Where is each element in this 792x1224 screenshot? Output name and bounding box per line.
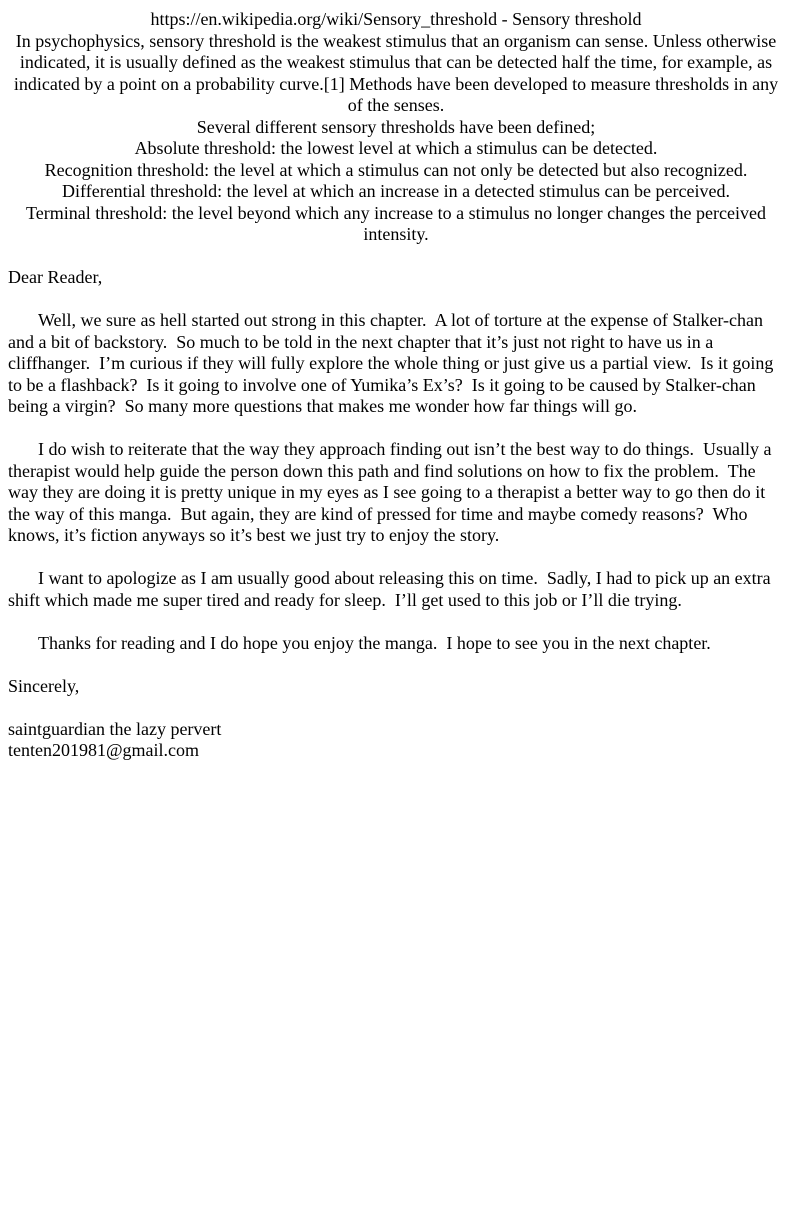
translator-letter bbox=[8, 267, 784, 762]
definition-absolute-threshold: Absolute threshold: the lowest level at which a stimulus can be detected. bbox=[134, 138, 658, 158]
definition-terminal-threshold: Terminal threshold: the level beyond which any increase to a stimulus no longer changes the perceived intensity. bbox=[25, 202, 771, 244]
definition-differential-threshold: Differential threshold: the level at which an increase in a detected stimulus can be perceived. bbox=[62, 181, 730, 201]
definition-recognition-threshold: Recognition threshold: the level at which a stimulus can not only be detected but also recognized. bbox=[44, 159, 748, 180]
letter-paragraph-1: Well, we sure as hell started out strong in this chapter. A lot of torture at the expense of Stalker-chan and a bit of backstory. So much to be told in the next chapter that it’s just not right to have us in a cliffhanger. I’m curious if they will fully explore the whole thing or just give us a partial view. Is it going to be a flashback? Is it going to involve one of Yumika’s Ex’s? Is it going to be caused by Stalker-chan being a virgin? So many more questions that makes me wonder how far things will go. bbox=[8, 310, 778, 416]
letter-paragraph-4: Thanks for reading and I do hope you enjoy the manga. I hope to see you in the next chapter. bbox=[38, 632, 711, 653]
thresholds-intro-line: Several different sensory thresholds have been defined; bbox=[196, 116, 596, 137]
wiki-excerpt-block bbox=[8, 9, 784, 246]
letter-paragraph-2: I do wish to reiterate that the way they approach finding out isn’t the best way to do things. Usually a therapist would help guide the person down this path and find solutions on how to fix the problem. The way they are doing it is pretty unique in my eyes as I see going to a therapist a better way to go then do it the way of this manga. But again, they are kind of pressed for time and maybe comedy reasons? Who knows, it’s fiction anyways so it’s best we just try to enjoy the story. bbox=[8, 439, 777, 545]
source-url-line: https://en.wikipedia.org/wiki/Sensory_threshold - Sensory threshold bbox=[150, 9, 642, 29]
signature-name: saintguardian the lazy pervert bbox=[8, 718, 222, 739]
letter-paragraph-3: I want to apologize as I am usually good about releasing this on time. Sadly, I had to pick up an extra shift which made me super tired and ready for sleep. I’ll get used to this job or I’ll die trying. bbox=[8, 568, 776, 610]
salutation: Dear Reader, bbox=[8, 267, 103, 287]
signature-email: tenten201981@gmail.com bbox=[8, 740, 200, 760]
signature-block bbox=[8, 719, 784, 762]
closing: Sincerely, bbox=[8, 675, 80, 696]
wiki-paragraph: In psychophysics, sensory threshold is the weakest stimulus that an organism can sense. Unless otherwise indicated, it is usually defined as the weakest stimulus that can be detected half the time, for example, as indicated by a point on a probability curve.[1] Methods have been developed to measure thresholds in any of the senses. bbox=[13, 30, 783, 115]
